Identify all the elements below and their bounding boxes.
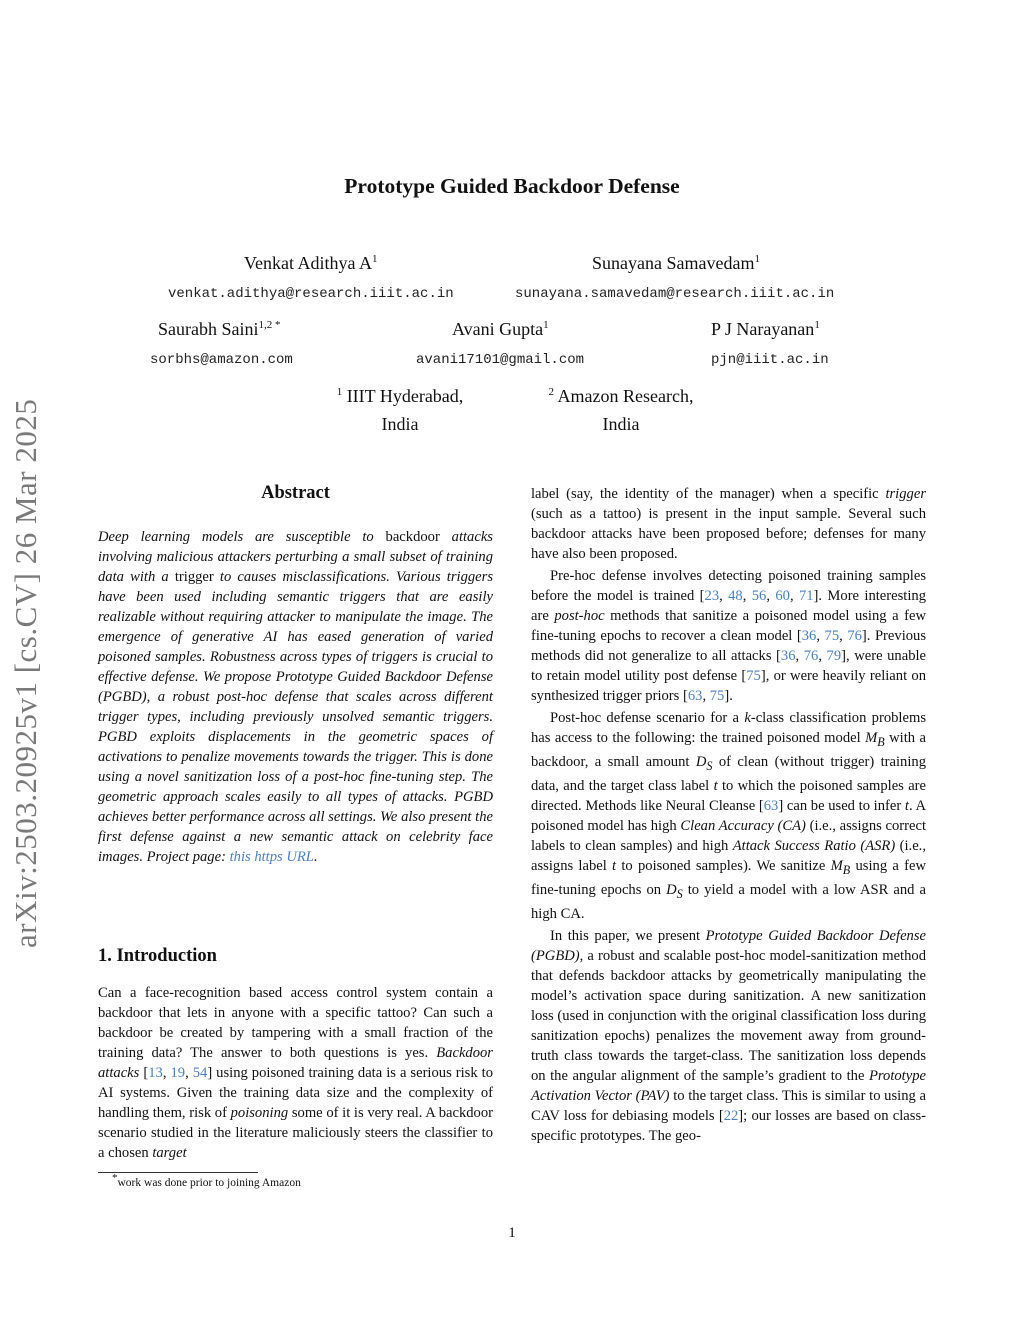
project-page-link[interactable]: this https URL (229, 849, 314, 865)
author-sunayana-email[interactable]: sunayana.samavedam@research.iiit.ac.in (515, 286, 835, 302)
paragraph-contribution: In this paper, we present Prototype Guided Backdoor Defense (PGBD), a robust and scalable post-hoc model-sanitization method that defends backdoor attacks by geometrically manipulating the model’s activation space during sanitization. A new sanitization loss (used in conjunction with the original classification loss during sanitization epochs) penalizes the movement away from ground-truth class towards the target-class. The sanitization loss depends on the angular alignment of the sample’s gradient to the Prototype Activation Vector (PAV) to the target class. This is similar to using a CAV loss for debiasing models [22]; our losses are based on class-specific prototypes. The geo- (531, 927, 926, 1144)
citation-link[interactable]: 63 (687, 688, 703, 704)
right-column (531, 484, 926, 1148)
paragraph-prehoc: Pre-hoc defense involves detecting poisoned training samples before the model is trained [23, 48, 56, 60, 71]. More interesting are post-hoc methods that sanitize a poisoned model using a few fine-tuning epochs to recover a clean model [36, 75, 76]. Previous methods did not generalize to all attacks [36, 76, 79], were unable to retain model utility post defense [75], or were heavily reliant on synthesized trigger priors [63, 75]. (531, 568, 927, 704)
affiliation-iiit: $^1$ IIIT Hyderabad, India (336, 386, 464, 434)
citation-link[interactable]: 54 (192, 1065, 208, 1081)
page-number: 1 (508, 1225, 516, 1241)
author-narayanan: P J Narayanan$^1$ (711, 319, 820, 339)
citation-link[interactable]: 19 (170, 1065, 186, 1081)
arxiv-stamp: arXiv:2503.20925v1 [cs.CV] 26 Mar 2025 (8, 398, 43, 948)
citation-link[interactable]: 75 (709, 688, 725, 704)
citation-link[interactable]: 75 (746, 668, 761, 684)
citation-link[interactable]: 48 (728, 588, 743, 604)
footnote: *work was done prior to joining Amazon (112, 1172, 301, 1189)
citation-link[interactable]: 76 (847, 628, 862, 644)
author-venkat: Venkat Adithya $A^1$ (244, 253, 378, 273)
citation-link[interactable]: 75 (824, 628, 840, 644)
author-sunayana: Sunayana Samavedam$^1$ (592, 253, 760, 273)
citation-link[interactable]: 63 (763, 797, 779, 814)
author-saurabh: Saurabh Saini$^{1,2 *}$ (158, 319, 281, 339)
citation-link[interactable]: 79 (826, 648, 842, 664)
introduction-paragraph: Can a face-recognition based access control system contain a backdoor that lets in anyone with a specific tattoo? Can such a backdoor be created by tampering with a small fraction of the training data? The answer to both questions is yes. Backdoor attacks [13, 19, 54] using poisoned training data is a serious risk to AI systems. Given the training data size and the complexity of handling them, risk of poisoning some of it is very real. A backdoor scenario studied in the literature maliciously steers the classifier to a chosen target (98, 985, 494, 1161)
paper-title: Prototype Guided Backdoor Defense (344, 174, 680, 198)
author-saurabh-email[interactable]: sorbhs@amazon.com (150, 352, 293, 368)
abstract-heading: Abstract (261, 483, 330, 503)
citation-link[interactable]: 36 (801, 628, 817, 644)
author-avani: Avani Gupta$^1$ (452, 319, 549, 339)
paragraph-continuation: label (say, the identity of the manager) when a specific trigger (such as a tattoo) is present in the input sample. Several such backdoor attacks have been proposed before; defenses for many have also been proposed. (531, 486, 926, 562)
affiliation-amazon: $^2$ Amazon Research, India (548, 386, 694, 434)
paragraph-posthoc: Post-hoc defense scenario for a k-class classification problems has access to the following: the trained poisoned model $M_B$ with a backdoor, a small amount $D_S$ of clean (without trigger) training data, and the target class label t to which the poisoned samples are directed. Methods like Neural Cleanse [63] can be used to infer t. A poisoned model has high Clean Accuracy (CA) (i.e., assigns correct labels to clean samples) and high Attack Success Ratio (ASR) (i.e., assigns label t to poisoned samples). We sanitize $M_B$ using a few fine-tuning epochs on $D_S$ to yield a model with a low ASR and a high CA. (531, 710, 927, 922)
citation-link[interactable]: 56 (751, 588, 767, 604)
footnote-rule (98, 1172, 258, 1173)
author-narayanan-email[interactable]: pjn@iiit.ac.in (711, 352, 829, 368)
citation-link[interactable]: 13 (148, 1065, 163, 1081)
citation-link[interactable]: 76 (803, 648, 819, 664)
abstract-body: Deep learning models are susceptible to backdoor attacks involving malicious attackers perturbing a small subset of training data with a trigger to causes misclassifications. Various triggers have been used including semantic triggers that are easily realizable without requiring attacker to manipulate the image. The emergence of generative AI has eased generation of varied poisoned samples. Robustness across types of triggers is crucial to effective defense. We propose Prototype Guided Backdoor Defense (PGBD), a robust post-hoc defense that scales across different trigger types, including previously unsolved semantic triggers. PGBD exploits displacements in the geometric spaces of activations to penalize movements towards the trigger. This is done using a novel sanitization loss of a post-hoc fine-tuning step. The geometric approach scales easily to all types of attacks. PGBD achieves better performance across all settings. We also present the first defense against a new semantic attack on celebrity face images. Project page: this https URL. (98, 529, 494, 865)
author-venkat-email[interactable]: venkat.adithya@research.iiit.ac.in (168, 286, 454, 302)
citation-link[interactable]: 23 (704, 588, 720, 604)
citation-link[interactable]: 22 (723, 1107, 739, 1124)
author-avani-email[interactable]: avani17101@gmail.com (416, 352, 585, 368)
citation-link[interactable]: 60 (775, 588, 790, 604)
citation-link[interactable]: 36 (780, 648, 796, 664)
citation-link[interactable]: 71 (798, 588, 814, 604)
section-introduction-heading: 1. Introduction (98, 946, 217, 966)
